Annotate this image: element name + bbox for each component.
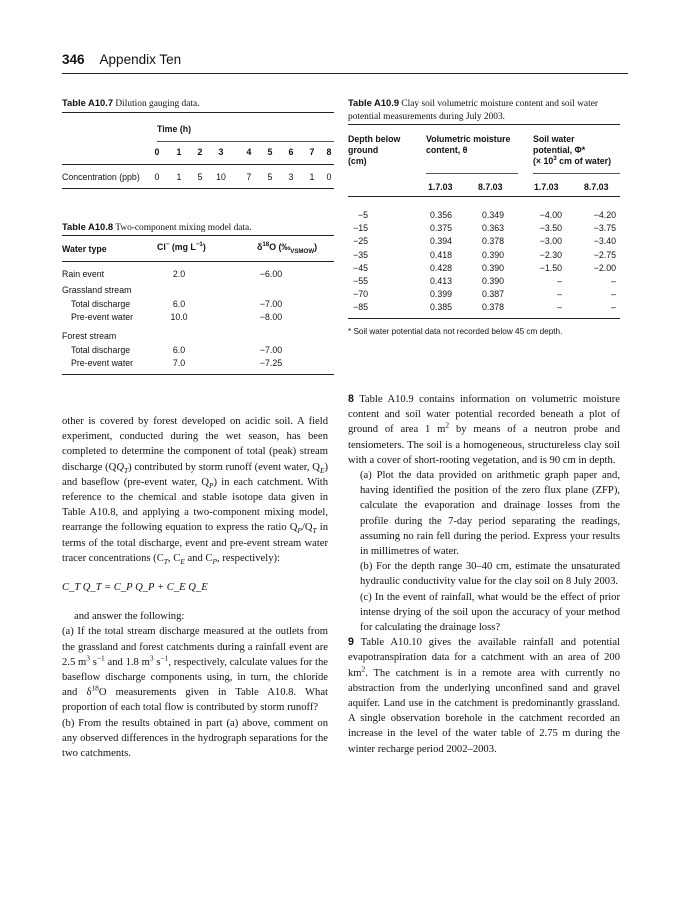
moisture-cell: 0.390	[481, 262, 504, 273]
potential-cell: −3.40	[593, 236, 616, 247]
moisture-cell: 0.428	[429, 262, 452, 273]
chloride-cell: 2.0	[172, 269, 186, 279]
moisture-cell: 0.356	[429, 210, 452, 220]
water-type-cell: Pre-event water	[71, 358, 134, 368]
col-d18o-sup: 18	[262, 241, 270, 249]
col-pot-close: )	[608, 156, 612, 166]
p3f: O measurements given in Table A10.8. What proportion of each total flow is contributed by storm runoff?	[62, 687, 329, 714]
water-type-cell: Rain event	[62, 269, 105, 279]
p1f: in terms of the total discharge, event and pre-event stream water tracer concentrations (C	[62, 522, 328, 564]
depth-cell: −15	[353, 223, 368, 234]
page-header	[62, 52, 181, 67]
potential-cell: −4.00	[539, 210, 562, 220]
date-cell: 1.7.03	[534, 182, 559, 192]
paragraph-part-b: (b) From the results obtained in part (a) above, comment on any observed differences in the hydrograph separations for the two catchments.	[62, 717, 328, 760]
col-depth	[348, 134, 400, 167]
col-cl-sup: −	[165, 241, 170, 249]
col-d18o	[257, 241, 318, 255]
moisture-cell: 0.363	[481, 223, 504, 234]
time-cell: 7	[309, 147, 315, 157]
p1c: ) and baseflow (pre-event water, Q	[62, 461, 328, 488]
potential-cell: –	[611, 289, 616, 300]
date-cell: 8.7.03	[584, 182, 609, 192]
time-cell: 0	[154, 147, 160, 157]
potential-cell: −3.75	[593, 223, 616, 234]
water-type-cell: Total discharge	[71, 345, 131, 355]
d18o-cell: −6.00	[259, 269, 283, 279]
chloride-cell: 10.0	[170, 312, 188, 322]
page-number: 346	[62, 52, 85, 67]
running-title: Appendix Ten	[99, 52, 182, 67]
chloride-cell: 6.0	[172, 345, 186, 355]
moisture-cell: 0.399	[429, 289, 452, 300]
moisture-cell: 0.375	[429, 223, 452, 234]
concentration-label: Concentration (ppb)	[62, 172, 140, 182]
col-d18o-delta: δ	[257, 242, 263, 252]
table-a10-8	[62, 235, 334, 375]
table-title: Clay soil volumetric moisture content and soil water potential measurements during July 2003.	[348, 99, 598, 122]
d18o-cell: −7.25	[259, 358, 283, 368]
p3a: (a) If the total stream discharge measured at the outlets from the grassland and forest catchments during a rainfall event are 2.5 m	[62, 626, 328, 668]
q9b-text: . The catchment is in a remote area with currently no abstraction from the underlying unconfined sand and gravel aquifer. Land use in the catchment is predominantly grassland. A single observation borehole in the catchment recorded an increase in the level of the water table of 2.75 m during the winter recharge period 2002–2003.	[348, 667, 620, 755]
moisture-cell: 0.394	[429, 236, 452, 247]
col-cl-unit: (mg L	[169, 242, 196, 252]
date-cell: 8.7.03	[478, 182, 503, 192]
moisture-cell: 0.349	[481, 210, 504, 220]
water-type-cell: Total discharge	[71, 299, 131, 309]
header-rule	[62, 73, 628, 74]
chloride-cell: 6.0	[172, 299, 186, 309]
time-cell: 1	[176, 147, 182, 157]
table-a10-9-footnote: * Soil water potential data not recorded below 45 cm depth.	[348, 327, 563, 336]
paragraph-answer: and answer the following:	[74, 611, 185, 623]
q8-number: 8	[348, 393, 354, 405]
moisture-cell: 0.413	[429, 276, 452, 286]
time-cell: 5	[267, 147, 273, 157]
table-a10-7-caption	[62, 96, 342, 111]
depth-cell: −45	[353, 262, 368, 273]
d18o-cell: −8.00	[259, 312, 283, 322]
q9a-text: Table A10.10 gives the available rainfall and potential evapotranspiration data for a catchment with an area of 200 km	[348, 637, 620, 679]
table-rule-bottom	[62, 374, 334, 375]
table-rule-sub	[157, 141, 334, 142]
col-d18o-close: )	[314, 242, 318, 252]
concentration-cell: 0	[326, 172, 332, 182]
table-a10-8-caption	[62, 220, 342, 235]
potential-cell: –	[557, 302, 562, 313]
depth-cell: −25	[353, 236, 368, 247]
col-cl-text: Cl	[157, 242, 166, 252]
table-label: Table A10.9	[348, 97, 400, 108]
col-cl-close: )	[202, 242, 206, 252]
col-pot-sup: 3	[553, 155, 557, 163]
moisture-cell: 0.378	[481, 236, 504, 247]
concentration-cell: 3	[288, 172, 294, 182]
col-cl-unit-sup: −1	[195, 241, 203, 249]
left-column-text	[62, 414, 328, 761]
q8a-text: Table A10.9 contains information on volumetric moisture content and soil water potential recorded beneath a plot of ground of area 1 m	[348, 394, 620, 436]
paragraph-intro: other is covered by forest developed on acidic soil. A field experiment, conducted during the wet season, has been completed to determine the component of total (peak) stream discharge $(QQ_T)$ contributed by storm runoff (event water, $Q_E$) and baseflow (pre-event water, $Q_P$) in each catchment. With reference to the chemical and stable isotope data given in Table A10.8, and applying a two-component mixing model, rearrange the following equation to express the ratio $Q_P/Q_T$ in terms of the total discharge, event and pre-event stream water tracer concentrations ($C_T$, $C_E$ and $C_P$, respectively):	[62, 416, 329, 566]
table-label: Table A10.7	[62, 97, 114, 108]
time-cell: 3	[218, 147, 224, 157]
depth-cell: −70	[353, 289, 368, 300]
question-8c: (c) In the event of rainfall, what would be the effect of prior intense drying of the soil upon the accuracy of your method for calculating the drainage loss?	[360, 591, 620, 634]
table-rule-mid	[62, 261, 334, 262]
col-pot-unit: cm of water	[556, 156, 609, 166]
table-rule-top	[348, 124, 620, 125]
potential-cell: −4.20	[593, 210, 616, 220]
potential-cell: –	[557, 289, 562, 300]
p1h: and C	[184, 552, 213, 564]
p1e: /Q	[301, 522, 313, 534]
potential-cell: −2.30	[539, 249, 562, 260]
water-type-cell: Grassland stream	[62, 285, 132, 295]
table-rule-top	[62, 112, 334, 113]
concentration-cell: 5	[197, 172, 203, 182]
p1g: , C	[167, 552, 181, 564]
moisture-cell: 0.385	[429, 302, 452, 313]
col-pot-l3	[533, 156, 611, 167]
col-chloride	[157, 242, 206, 252]
date-cell: 1.7.03	[428, 182, 453, 192]
col-potential	[533, 134, 611, 167]
water-type-cell: Pre-event water	[71, 312, 134, 322]
moisture-cell: 0.387	[481, 289, 504, 300]
col-d18o-sub: VSMOW	[290, 247, 315, 255]
time-header: Time (h)	[157, 124, 192, 134]
p1b: ) contributed by storm runoff (event water, Q	[128, 461, 320, 473]
col-moist-l1: Volumetric moisture	[426, 134, 511, 144]
moisture-cell: 0.378	[481, 302, 504, 313]
question-9: 9 Table A10.10 gives the available rainfall and potential evapotranspiration data for a catchment with an area of 200 $km^2$. The catchment is in a remote area with currently no abstraction from the underlying unconfined sand and gravel aquifer. Land use in the catchment is predominantly grassland. A single observation borehole in the catchment recorded an increase in the level of the water table of 2.75 m during the winter recharge period 2002–2003.	[348, 636, 620, 755]
depth-cell: −55	[353, 276, 368, 286]
p1d: ) in each catchment. With reference to the chemical and stable isotope data given in Table A10.8, and applying a two-component mixing model, rearrange the following equation to express the ratio Q	[62, 476, 329, 534]
table-title: Dilution gauging data.	[115, 99, 200, 109]
question-8b: (b) For the depth range 30–40 cm, estimate the unsaturated hydraulic conductivity value for the clay soil on 8 July 2003.	[360, 561, 620, 588]
right-column-text	[348, 392, 620, 757]
time-cell: 2	[197, 147, 203, 157]
potential-cell: –	[557, 276, 562, 286]
water-type-cell: Forest stream	[62, 331, 117, 341]
depth-cell: −5	[357, 210, 368, 220]
moisture-cell: 0.418	[429, 249, 452, 260]
concentration-cell: 1	[309, 172, 315, 182]
d18o-cell: −7.00	[259, 345, 283, 355]
chloride-cell: 7.0	[172, 358, 186, 368]
table-title: Two-component mixing model data.	[115, 223, 252, 233]
time-cell: 4	[246, 147, 252, 157]
equation: C_T Q_T = C_P Q_P + C_E Q_E	[62, 582, 208, 594]
p3d: s	[153, 656, 161, 668]
potential-cell: −2.00	[593, 262, 616, 273]
table-rule-mid	[62, 164, 334, 165]
table-rule-sub-a	[426, 173, 518, 174]
question-8: 8 Table A10.9 contains information on volumetric moisture content and soil water potential recorded beneath a plot of ground of area 1 $m^2$ by means of a neutron probe and tensiometers. The soil is a homogeneous, structureless clay soil with a cover of short-rooting vegetation, and is 90 cm in depth.	[348, 393, 620, 466]
p3e: , respectively, calculate values for the baseflow discharge components using, in turn, the chloride and δ	[62, 656, 328, 699]
paragraph-part-a: (a) If the total stream discharge measured at the outlets from the grassland and forest catchments during a rainfall event are 2.5 $m^3$ $s^{-1}$ and 1.8 $m^3$ $s^{-1}$, respectively, calculate values for the baseflow discharge components using, in turn, the chloride and $\delta^{18}O$ measurements given in Table A10.8. What proportion of each total flow is contributed by storm runoff?	[62, 626, 329, 714]
d18o-cell: −7.00	[259, 299, 283, 309]
question-8a: (a) Plot the data provided on arithmetic graph paper and, having identified the position of the zero flux plane (ZFP), calculate the evaporation and drainage losses from the profile during the 7-day period separating the readings, assuming no rain fell during the period. Express your results in millimetres of water.	[360, 470, 620, 558]
table-rule-mid	[348, 196, 620, 197]
moisture-cell: 0.390	[481, 276, 504, 286]
potential-cell: −3.00	[539, 236, 562, 247]
concentration-cell: 1	[176, 172, 182, 182]
col-moisture	[426, 134, 510, 156]
time-cell: 8	[326, 147, 332, 157]
p3b: s	[89, 656, 97, 668]
col-depth-l1: Depth below	[348, 134, 401, 144]
p1i: , respectively):	[217, 552, 280, 564]
concentration-cell: 10	[216, 172, 226, 182]
concentration-cell: 0	[154, 172, 160, 182]
col-depth-l2: ground	[348, 145, 379, 155]
q9-number: 9	[348, 636, 354, 649]
potential-cell: −1.50	[539, 262, 562, 273]
table-label: Table A10.8	[62, 221, 114, 232]
potential-cell: –	[611, 276, 616, 286]
table-rule-bottom	[348, 318, 620, 319]
table-rule-bottom	[62, 188, 334, 189]
potential-cell: −2.75	[593, 249, 616, 260]
table-a10-9-caption	[348, 96, 620, 124]
col-moist-l2: content, θ	[426, 145, 468, 155]
depth-cell: −85	[353, 302, 368, 313]
col-d18o-rest: O (‰	[269, 242, 291, 252]
p1a: other is covered by forest developed on acidic soil. A field experiment, conducted during the wet season, has been completed to determine the component of total (peak) stream discharge (Q	[62, 416, 328, 473]
col-depth-l3: (cm)	[348, 156, 367, 166]
potential-cell: −3.50	[539, 223, 562, 234]
col-pot-l2: potential, Φ*	[533, 145, 586, 155]
q8b-text: by means of a neutron probe and tensiometers. The soil is a homogeneous, structureless clay soil with a cover of short-rooting vegetation, and is 90 cm in depth.	[348, 424, 620, 466]
concentration-cell: 7	[246, 172, 252, 182]
time-cell: 6	[288, 147, 294, 157]
p3c: and 1.8 m	[104, 656, 150, 668]
moisture-cell: 0.390	[481, 249, 504, 260]
table-rule-top	[62, 235, 334, 236]
col-pot-l1: Soil water	[533, 134, 575, 144]
col-water-type: Water type	[62, 244, 107, 254]
table-rule-sub-b	[533, 173, 620, 174]
depth-cell: −35	[353, 249, 368, 260]
table-a10-9	[348, 124, 620, 324]
col-pot-l3a: (× 10	[533, 156, 554, 166]
concentration-cell: 5	[267, 172, 273, 182]
potential-cell: –	[611, 302, 616, 313]
table-a10-7	[62, 112, 334, 192]
